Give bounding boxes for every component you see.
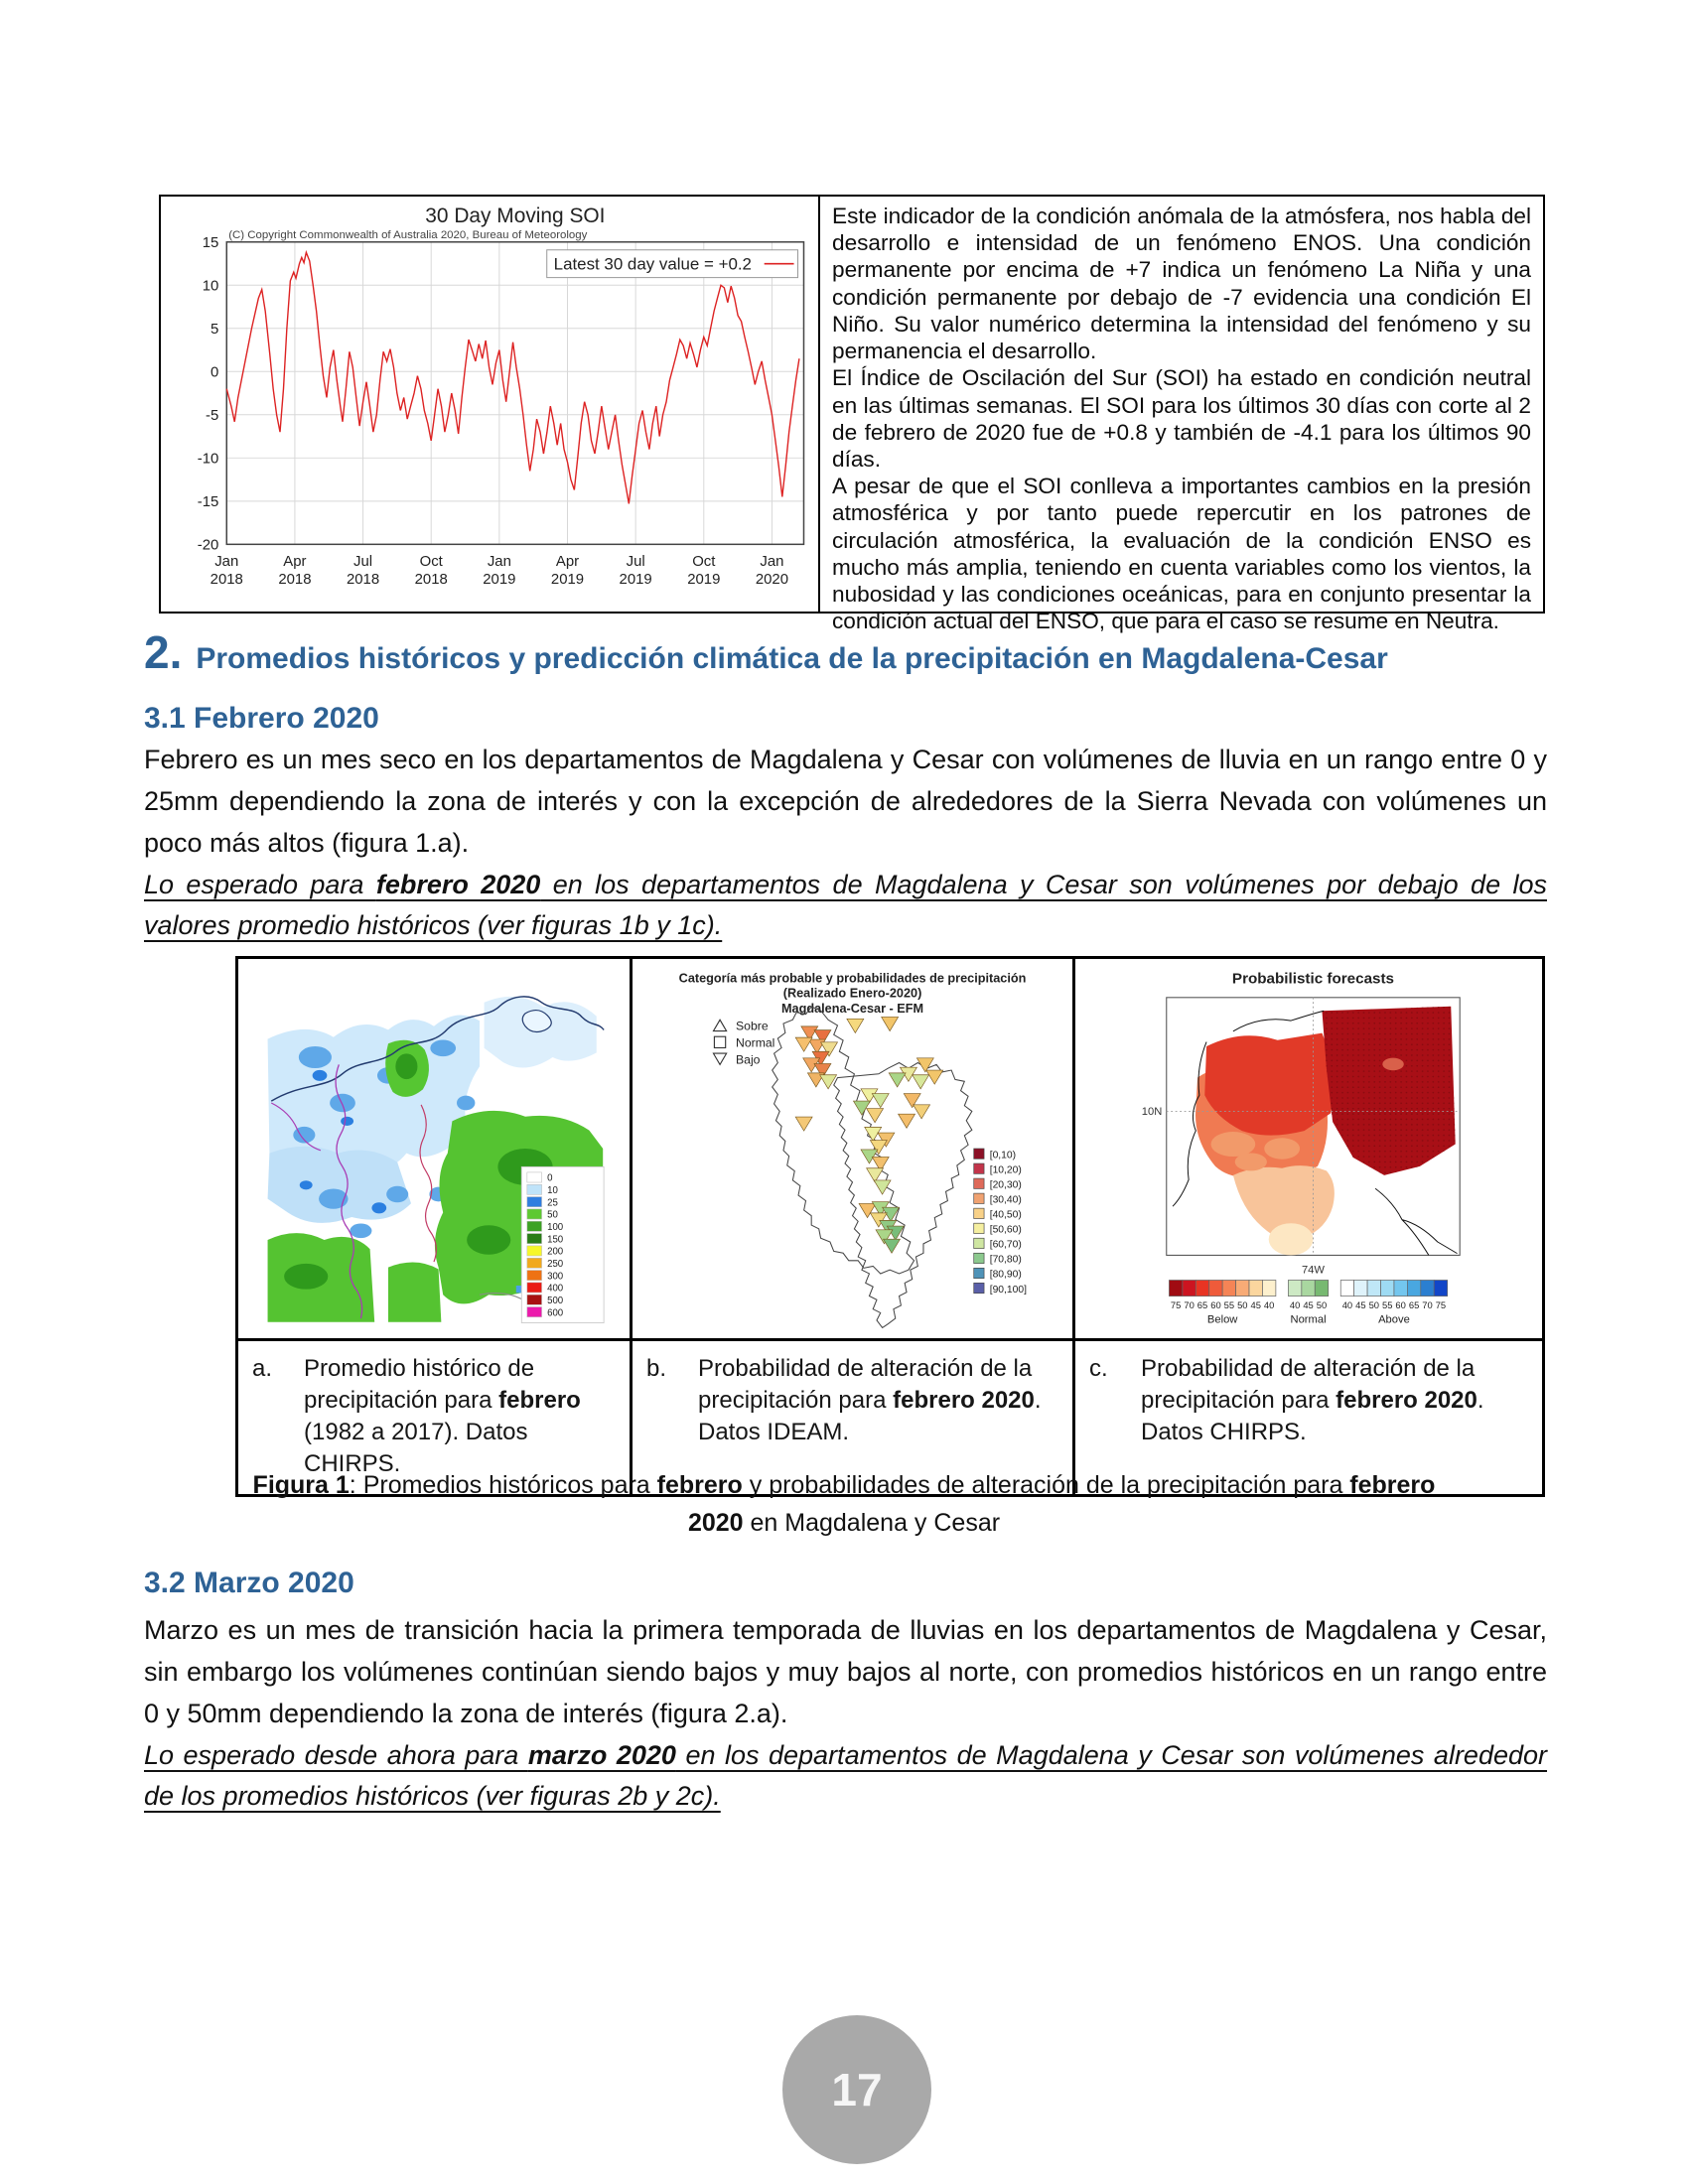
svg-text:2020: 2020 [755, 571, 789, 589]
figure-1-table [235, 956, 1545, 1497]
svg-text:100: 100 [547, 1221, 564, 1233]
svg-text:65: 65 [1408, 1299, 1420, 1311]
svg-text:250: 250 [547, 1258, 564, 1270]
map-a-legend [521, 1166, 604, 1322]
soi-explanation-text [818, 197, 1543, 634]
caption-c-text: Probabilidad de alteración de la precipitación para febrero 2020. Datos CHIRPS. [1141, 1355, 1484, 1445]
svg-text:40: 40 [1263, 1299, 1275, 1311]
svg-text:500: 500 [547, 1295, 564, 1306]
svg-text:200: 200 [547, 1246, 564, 1258]
svg-text:150: 150 [547, 1234, 564, 1246]
probability-triangle [853, 1101, 870, 1115]
soi-indicator-box [159, 195, 1545, 634]
probability-triangle [872, 1094, 889, 1108]
svg-text:2019: 2019 [483, 571, 516, 589]
svg-text:2018: 2018 [346, 571, 380, 589]
svg-text:5: 5 [211, 320, 219, 338]
map-b-title-2: (Realizado Enero-2020) [782, 986, 921, 1001]
subsection-3-2-text [144, 1610, 1547, 1818]
svg-text:[10,20): [10,20) [989, 1164, 1022, 1176]
caption-a-tag: a. [252, 1355, 273, 1382]
svg-text:2019: 2019 [619, 571, 652, 589]
soi-chart-copyright: (C) Copyright Commonwealth of Australia 2020, Bureau of Meteorology [228, 228, 588, 241]
triangle-up-icon [713, 1020, 726, 1030]
map-c-title: Probabilistic forecasts [1231, 970, 1395, 988]
soi-line-chart [161, 197, 818, 612]
probability-triangle [795, 1117, 812, 1131]
triangle-down-icon [713, 1053, 726, 1064]
soi-line [226, 252, 799, 503]
probability-triangle [889, 1073, 906, 1087]
marzo-expectation-line: Lo esperado desde ahora para marzo 2020 en los departamentos de Magdalena y Cesar son volúmenes alrededor de los promedios históricos (ver figuras 2b y 2c). [144, 1739, 1548, 1812]
symbol-bajo-label: Bajo [735, 1052, 760, 1067]
svg-text:Oct: Oct [419, 553, 443, 571]
figure-1-caption: Figura 1: Promedios históricos para febrero y probabilidades de alteración de la precipitación para febrero 2020 en Magdalena y Cesar [252, 1471, 1436, 1537]
caption-c-tag: c. [1089, 1355, 1108, 1382]
svg-text:10: 10 [202, 277, 219, 295]
probability-triangle [846, 1019, 863, 1032]
febrero-paragraph: Febrero es un mes seco en los departamentos de Magdalena y Cesar con volúmenes de lluvia en un rango entre 0 y 25mm dependiendo la zona de interés y con la excepción de alrededores de la Sierra Nevada con volúmenes un poco más altos (figura 1.a). [144, 745, 1547, 858]
svg-text:[60,70): [60,70) [989, 1239, 1022, 1251]
soi-chart-title: 30 Day Moving SOI [425, 204, 606, 227]
svg-text:-20: -20 [197, 536, 219, 554]
svg-text:Normal: Normal [1290, 1313, 1327, 1326]
probability-triangle [913, 1105, 929, 1119]
map-c-pale-tip [1269, 1223, 1314, 1255]
map-a-lightblue-region-2 [485, 997, 597, 1068]
svg-text:[90,100]: [90,100] [989, 1284, 1027, 1296]
svg-text:[30,40): [30,40) [989, 1194, 1022, 1206]
svg-text:0: 0 [547, 1172, 553, 1184]
map-b-probability-triangles [795, 1017, 943, 1253]
section-2-heading [144, 625, 1548, 679]
svg-text:[40,50): [40,50) [989, 1209, 1022, 1221]
figure-1-maps-row [238, 959, 1542, 1338]
svg-text:50: 50 [1368, 1299, 1380, 1311]
section-2-number: 2. [144, 626, 183, 678]
em-bold: febrero 2020 [375, 869, 541, 899]
svg-text:40: 40 [1289, 1299, 1301, 1311]
soi-paragraph-3: A pesar de que el SOI conlleva a importantes cambios en la presión atmosférica y por tanto puede repercutir en los patrones de circulación atmosférica, la evaluación de la condición ENSO es mucho más amplia, teniendo en cuenta variables como los vientos, la nubosidad y las condiciones oceánicas, para en conjunto presentar la condición actual del ENSO, que para el caso se resume en Neutra. [832, 474, 1531, 634]
svg-text:2018: 2018 [210, 571, 243, 589]
svg-text:-15: -15 [197, 492, 219, 510]
svg-text:Jan: Jan [214, 553, 239, 571]
svg-text:2019: 2019 [550, 571, 585, 589]
symbol-sobre-label: Sobre [735, 1019, 769, 1033]
svg-text:[80,90): [80,90) [989, 1269, 1022, 1281]
probability-triangle [912, 1075, 928, 1089]
page-number-badge [782, 2015, 931, 2164]
map-b-title-1: Categoría más probable y probabilidades de precipitación [678, 971, 1026, 986]
svg-text:50: 50 [1237, 1299, 1248, 1311]
caption-b-text: Probabilidad de alteración de la precipitación para febrero 2020. Datos IDEAM. [698, 1355, 1042, 1445]
section-2-title: Promedios históricos y predicción climática de la precipitación en Magdalena-Cesar [196, 642, 1388, 675]
probability-triangle [795, 1037, 812, 1051]
map-b-symbol-legend [713, 1020, 774, 1067]
svg-text:[70,80): [70,80) [989, 1254, 1022, 1266]
map-c-dark-spot [1382, 1058, 1403, 1071]
map-b-probability-map [634, 962, 1071, 1335]
em-post: en los departamentos de Magdalena y Cesar son volúmenes por debajo de los valores promedio históricos (ver figuras 1b y 1c). [144, 869, 1547, 941]
marzo-paragraph: Marzo es un mes de transición hacia la primera temporada de lluvias en los departamentos de Magdalena y Cesar, sin embargo los volúmenes continúan siendo bajos y muy bajos al norte, con promedios históricos en un rango entre 0 y 50mm dependiendo la zona de interés (figura 2.a). [144, 1615, 1547, 1728]
svg-text:Above: Above [1378, 1313, 1410, 1326]
svg-text:Apr: Apr [283, 553, 307, 571]
svg-text:600: 600 [547, 1307, 564, 1319]
svg-text:75: 75 [1170, 1299, 1182, 1311]
map-b-department-outlines [772, 1007, 971, 1327]
map-a-green-southcenter [388, 1263, 441, 1322]
map-c-xlabel: 74W [1301, 1264, 1325, 1277]
svg-text:[20,30): [20,30) [989, 1179, 1022, 1191]
svg-text:Below: Below [1206, 1313, 1238, 1326]
map-a-darkgreen-sw [284, 1264, 328, 1290]
svg-text:2019: 2019 [687, 571, 721, 589]
map-b-color-legend [973, 1149, 1026, 1296]
svg-text:-5: -5 [206, 406, 219, 424]
map-a-lightblue-region-3 [268, 1147, 411, 1223]
square-icon [714, 1036, 725, 1047]
svg-text:65: 65 [1196, 1299, 1208, 1311]
svg-text:25: 25 [547, 1197, 558, 1209]
soi-line-series [226, 252, 799, 503]
probability-triangle [866, 1109, 883, 1123]
probability-triangle [819, 1075, 836, 1089]
soi-axis-ticks [198, 234, 788, 588]
soi-chart-cell [161, 197, 818, 612]
svg-text:Jul: Jul [353, 553, 373, 571]
em-pre: Lo esperado para [144, 869, 376, 899]
svg-text:400: 400 [547, 1283, 564, 1295]
svg-text:70: 70 [1422, 1299, 1433, 1311]
svg-text:Oct: Oct [692, 553, 716, 571]
svg-text:300: 300 [547, 1271, 564, 1283]
svg-text:45: 45 [1250, 1299, 1261, 1311]
svg-text:15: 15 [202, 233, 219, 251]
probability-triangle [881, 1017, 898, 1030]
probability-triangle [925, 1070, 942, 1084]
map-b-title-3: Magdalena-Cesar - EFM [780, 1001, 923, 1016]
svg-text:60: 60 [1210, 1299, 1221, 1311]
map-c-forecast-map [1076, 962, 1541, 1335]
probability-triangle [883, 1239, 900, 1253]
febrero-expectation-line [144, 865, 1547, 948]
svg-text:75: 75 [1435, 1299, 1447, 1311]
svg-text:Jul: Jul [626, 553, 645, 571]
map-a-green-sierra-core [395, 1053, 417, 1079]
svg-text:60: 60 [1395, 1299, 1406, 1311]
svg-text:[0,10): [0,10) [989, 1150, 1016, 1161]
symbol-normal-label: Normal [735, 1035, 774, 1050]
soi-legend-label: Latest 30 day value = +0.2 [553, 254, 752, 274]
svg-text:50: 50 [547, 1209, 558, 1221]
caption-a-text: Promedio histórico de precipitación para febrero (1982 a 2017). Datos CHIRPS. [304, 1355, 581, 1477]
probability-triangle [874, 1180, 891, 1194]
map-c-ylabel: 10N [1141, 1105, 1163, 1118]
subsection-3-1-heading: 3.1 Febrero 2020 [144, 702, 379, 735]
svg-text:0: 0 [211, 363, 219, 381]
svg-text:Jan: Jan [487, 553, 511, 571]
svg-text:70: 70 [1184, 1299, 1195, 1311]
svg-text:55: 55 [1382, 1299, 1393, 1311]
svg-text:45: 45 [1355, 1299, 1366, 1311]
map-a-cell [238, 959, 630, 1338]
svg-text:45: 45 [1303, 1299, 1314, 1311]
svg-text:55: 55 [1223, 1299, 1235, 1311]
probability-triangle [898, 1114, 914, 1128]
soi-paragraph-2: El Índice de Oscilación del Sur (SOI) ha estado en condición neutral en las últimas semanas. El SOI para los últimos 30 días con corte al 2 de febrero de 2020 fue de +0.8 y también de -4.1 para los últimos 90 días. [832, 365, 1531, 472]
page-number: 17 [831, 2064, 883, 2116]
caption-b-tag: b. [646, 1355, 667, 1382]
map-c-colorbars [1169, 1280, 1447, 1325]
svg-text:Apr: Apr [555, 553, 580, 571]
svg-text:-10: -10 [197, 450, 219, 468]
subsection-3-1-text [144, 740, 1547, 947]
svg-text:Jan: Jan [760, 553, 784, 571]
map-b-cell [630, 959, 1072, 1338]
soi-paragraph-1: Este indicador de la condición anómala de la atmósfera, nos habla del desarrollo e intensidad de un fenómeno ENOS. Una condición permanente por encima de +7 indica un fenómeno La Niña y una condición permanente por debajo de -7 evidencia una condición El Niño. Su valor numérico determina la intensidad del fenómeno y su permanencia el desarrollo. [832, 204, 1531, 364]
svg-text:2018: 2018 [278, 571, 312, 589]
svg-text:10: 10 [547, 1184, 558, 1196]
svg-text:[50,60): [50,60) [989, 1224, 1022, 1236]
map-a-precipitation-map [249, 966, 619, 1331]
svg-text:40: 40 [1341, 1299, 1353, 1311]
map-c-cell [1072, 959, 1542, 1338]
svg-text:2018: 2018 [414, 571, 448, 589]
subsection-3-2-heading: 3.2 Marzo 2020 [144, 1567, 354, 1599]
svg-text:50: 50 [1316, 1299, 1328, 1311]
